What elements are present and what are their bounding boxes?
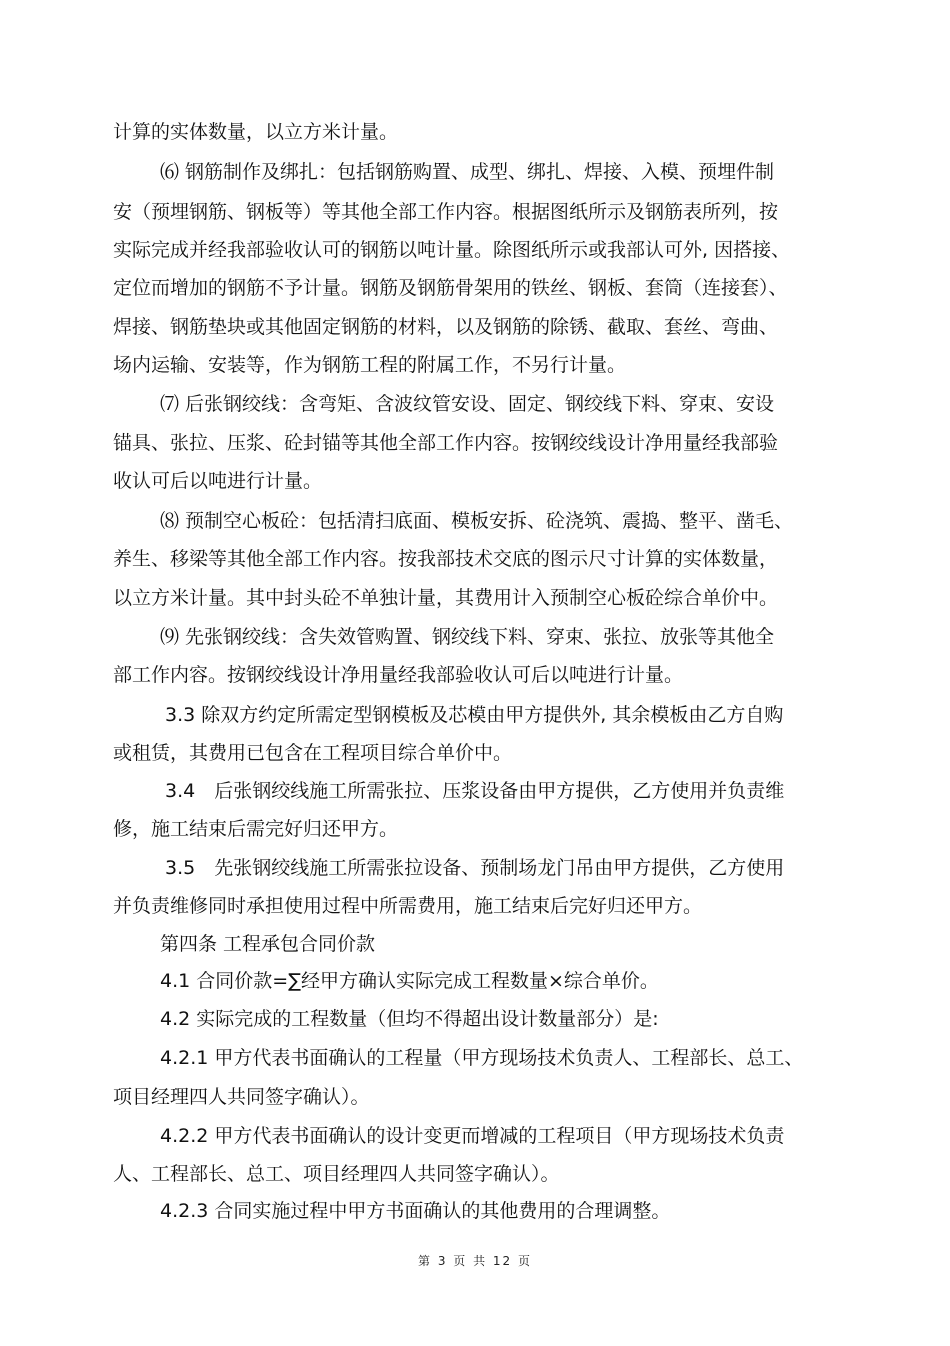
page-footer: 第 3 页 共 12 页 [418, 1254, 532, 1268]
text-line: 3.3 除双方约定所需定型钢模板及芯模由甲方提供外, 其余模板由乙方自购 [165, 704, 784, 726]
text-line: ⑺ 后张钢绞线：含弯矩、含波纹管安设、固定、钢绞线下料、穿束、安设 [160, 393, 775, 415]
text-line: 并负责维修同时承担使用过程中所需费用，施工结束后完好归还甲方。 [113, 895, 703, 917]
text-line: 计算的实体数量，以立方米计量。 [113, 121, 399, 143]
text-line: 4.2 实际完成的工程数量（但均不得超出设计数量部分）是: [160, 1008, 659, 1030]
text-line: 4.1 合同价款=∑经甲方确认实际完成工程数量×综合单价。 [160, 970, 659, 992]
text-line: ⑻ 预制空心板砼：包括清扫底面、模板安拆、砼浇筑、震捣、整平、凿毛、 [160, 510, 794, 532]
text-line: 以立方米计量。其中封头砼不单独计量，其费用计入预制空心板砼综合单价中。 [113, 587, 779, 609]
text-line: 人、工程部长、总工、项目经理四人共同签字确认）。 [113, 1163, 560, 1185]
text-line: 养生、移梁等其他全部工作内容。按我部技术交底的图示尺寸计算的实体数量， [113, 548, 779, 570]
text-line: 3.4 后张钢绞线施工所需张拉、压浆设备由甲方提供，乙方使用并负责维 [165, 780, 785, 802]
text-line: 4.2.3 合同实施过程中甲方书面确认的其他费用的合理调整。 [160, 1200, 671, 1222]
text-line: 焊接、钢筋垫块或其他固定钢筋的材料，以及钢筋的除锈、截取、套丝、弯曲、 [113, 316, 779, 338]
text-line: 定位而增加的钢筋不予计量。钢筋及钢筋骨架用的铁丝、钢板、套筒（连接套）、 [113, 277, 788, 299]
text-line: 场内运输、安装等，作为钢筋工程的附属工作，不另行计量。 [113, 354, 627, 376]
text-line: ⑹ 钢筋制作及绑扎：包括钢筋购置、成型、绑扎、焊接、入模、预埋件制 [160, 161, 775, 183]
section-heading: 第四条 工程承包合同价款 [160, 933, 376, 955]
text-line: 4.2.2 甲方代表书面确认的设计变更而增减的工程项目（甲方现场技术负责 [160, 1125, 785, 1147]
text-line: 4.2.1 甲方代表书面确认的工程量（甲方现场技术负责人、工程部长、总工、 [160, 1047, 804, 1069]
text-line: 实际完成并经我部验收认可的钢筋以吨计量。除图纸所示或我部认可外, 因搭接、 [113, 239, 791, 261]
text-line: 锚具、张拉、压浆、砼封锚等其他全部工作内容。按钢绞线设计净用量经我部验 [113, 432, 779, 454]
text-line: 项目经理四人共同签字确认）。 [113, 1086, 370, 1108]
text-line: 或租赁，其费用已包含在工程项目综合单价中。 [113, 742, 513, 764]
text-line: 部工作内容。按钢绞线设计净用量经我部验收认可后以吨进行计量。 [113, 664, 684, 686]
text-line: ⑼ 先张钢绞线：含失效管购置、钢绞线下料、穿束、张拉、放张等其他全 [160, 626, 775, 648]
text-line: 收认可后以吨进行计量。 [113, 470, 323, 492]
text-line: 修，施工结束后需完好归还甲方。 [113, 818, 399, 840]
text-line: 安（预埋钢筋、钢板等）等其他全部工作内容。根据图纸所示及钢筋表所列，按 [113, 201, 779, 223]
text-line: 3.5 先张钢绞线施工所需张拉设备、预制场龙门吊由甲方提供，乙方使用 [165, 857, 785, 879]
